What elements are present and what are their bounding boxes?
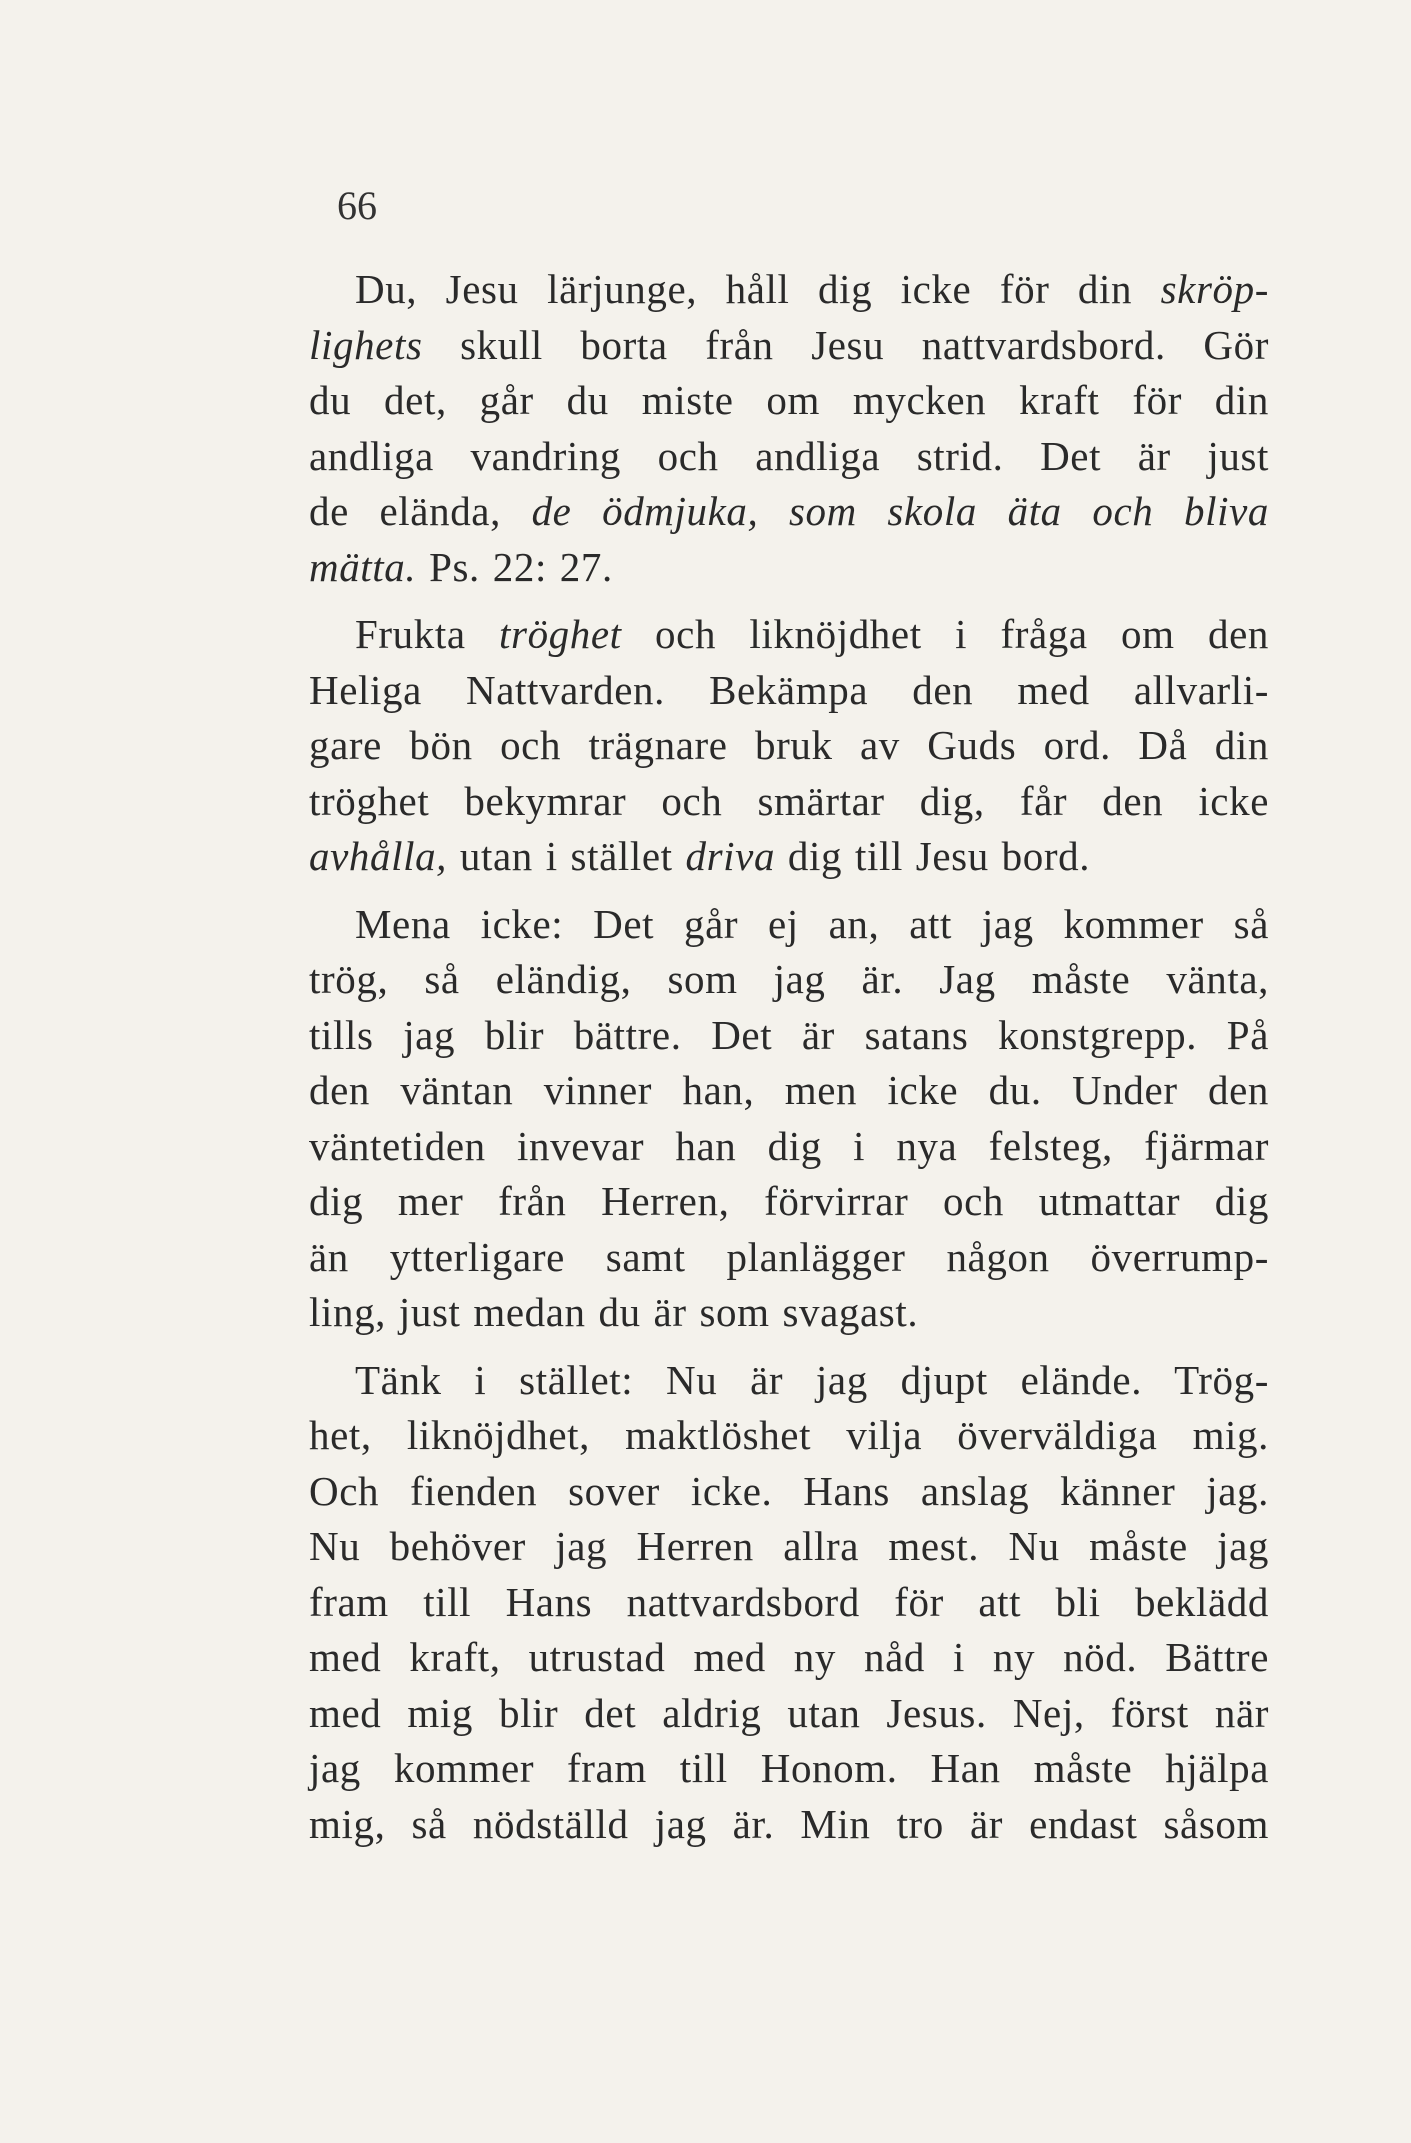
text-line <box>309 1174 1269 1230</box>
paragraph <box>309 607 1269 885</box>
text-run: ling, just medan du är som svagast. <box>309 1289 919 1335</box>
text-run: väntetiden invevar han dig i nya felsteg, fjärmar <box>309 1122 1269 1169</box>
text-line <box>309 774 1269 830</box>
italic-text: driva <box>685 833 776 879</box>
text-run: fram till Hans nattvardsbord för att bli beklädd <box>309 1578 1269 1625</box>
text-run: den väntan vinner han, men icke du. Under den <box>309 1067 1269 1113</box>
text-run: skull borta från Jesu nattvardsbord. Gör <box>422 321 1269 368</box>
text-run: Heliga Nattvarden. Bekämpa den med allvarli- <box>309 666 1269 713</box>
text-run: än ytterligare samt planlägger någon överrump- <box>309 1233 1269 1280</box>
text-run: Ps. 22: 27. <box>416 543 613 590</box>
text-run: med mig blir det aldrig utan Jesus. Nej, först när <box>309 1689 1269 1736</box>
italic-text: de ödmjuka, som skola äta och bliva <box>531 488 1269 534</box>
text-line <box>309 540 1269 596</box>
text-run: Och fienden sover icke. Hans anslag känner jag. <box>309 1467 1269 1514</box>
text-line <box>309 829 1269 885</box>
text-line <box>309 1686 1269 1742</box>
text-line <box>309 429 1269 485</box>
text-run: Nu behöver jag Herren allra mest. Nu måste jag <box>309 1523 1269 1569</box>
text-line <box>309 484 1269 540</box>
text-run: jag kommer fram till Honom. Han måste hjälpa <box>309 1745 1269 1791</box>
text-run: mig, så nödställd jag är. Min tro är endast såsom <box>309 1800 1269 1847</box>
italic-text: mätta. <box>309 543 417 590</box>
paragraph <box>309 262 1269 595</box>
text-line <box>309 1285 1269 1341</box>
text-line <box>309 607 1269 663</box>
text-line <box>309 663 1269 719</box>
text-line <box>309 373 1269 429</box>
text-line <box>309 1741 1269 1797</box>
text-line <box>309 1353 1269 1409</box>
text-run: tills jag blir bättre. Det är satans konstgrepp. På <box>309 1011 1269 1058</box>
text-run: med kraft, utrustad med ny nåd i ny nöd. Bättre <box>309 1634 1269 1680</box>
italic-text: lighets <box>309 321 423 368</box>
text-line <box>309 1519 1269 1575</box>
italic-text: tröghet <box>499 611 622 657</box>
text-run: Du, Jesu lärjunge, håll dig icke för din <box>355 266 1161 312</box>
text-line <box>309 952 1269 1008</box>
text-run: Tänk i stället: Nu är jag djupt elände. Trög- <box>355 1356 1269 1403</box>
text-line <box>309 262 1269 318</box>
italic-text: skröp- <box>1160 266 1269 312</box>
text-line <box>309 1575 1269 1631</box>
text-run: du det, går du miste om mycken kraft för din <box>309 377 1269 423</box>
page-number: 66 <box>337 183 377 228</box>
text-line <box>309 1408 1269 1464</box>
italic-text: avhålla, <box>309 833 448 879</box>
text-run: de elända, <box>309 488 532 534</box>
text-run: trög, så eländig, som jag är. Jag måste vänta, <box>309 956 1269 1002</box>
text-line <box>309 1464 1269 1520</box>
text-run: tröghet bekymrar och smärtar dig, får den icke <box>309 777 1269 824</box>
text-line <box>309 1797 1269 1853</box>
text-line <box>309 1063 1269 1119</box>
text-run: andliga vandring och andliga strid. Det är just <box>309 432 1269 479</box>
text-run: gare bön och trägnare bruk av Guds ord. Då din <box>309 722 1269 768</box>
text-run: Mena icke: Det går ej an, att jag kommer så <box>355 900 1269 947</box>
text-line <box>309 1630 1269 1686</box>
text-line <box>309 1008 1269 1064</box>
text-run: och liknöjdhet i fråga om den <box>621 611 1269 657</box>
text-line <box>309 897 1269 953</box>
text-run: dig mer från Herren, förvirrar och utmattar dig <box>309 1178 1269 1224</box>
text-line <box>309 318 1269 374</box>
text-run: Frukta <box>355 611 500 657</box>
text-run: dig till Jesu bord. <box>775 833 1091 879</box>
paragraph <box>309 1353 1269 1853</box>
text-line <box>309 1230 1269 1286</box>
text-run: utan i stället <box>447 833 686 879</box>
body-text <box>309 262 1269 1852</box>
text-line <box>309 1119 1269 1175</box>
text-line <box>309 718 1269 774</box>
text-run: het, liknöjdhet, maktlöshet vilja överväldiga mig. <box>309 1412 1269 1458</box>
paragraph <box>309 897 1269 1341</box>
